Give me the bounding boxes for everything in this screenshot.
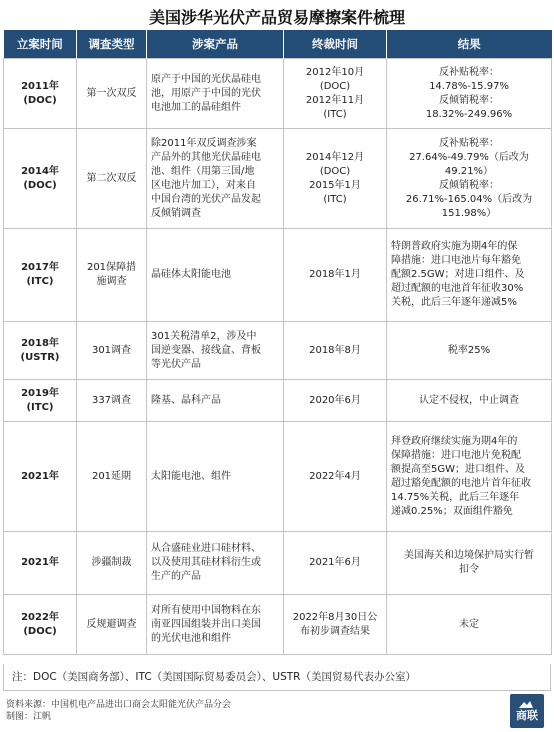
cell-line: 关税，此后三年逐年递减5%	[391, 297, 517, 308]
cell-line: 201延期	[91, 470, 132, 482]
cell-line: 2022年4月	[309, 470, 361, 482]
cell-line: 2018年8月	[309, 344, 361, 356]
cell-line: 原产于中国的光伏晶硅电	[151, 73, 261, 85]
cell-investigation-type	[77, 129, 147, 229]
table-row	[4, 229, 552, 322]
cell-line: 2021年	[21, 557, 59, 568]
cell-line: 第一次双反	[86, 87, 137, 99]
cell-result	[387, 595, 552, 655]
cell-line: 递减0.25%；双面组件豁免	[391, 505, 513, 517]
cell-products	[147, 129, 284, 229]
cell-line: 301关税清单2，涉及中	[151, 330, 257, 342]
cell-line: 从合盛硅业进口硅材料、	[151, 543, 261, 554]
maker-line: 制图：江帆	[6, 712, 52, 722]
cell-line: 涉疆制裁	[91, 557, 132, 568]
cell-line: 超过豁免配额的电池片首年征收	[391, 477, 531, 489]
cell-result	[387, 129, 552, 229]
cell-filing-time	[4, 322, 77, 380]
cell-line: 美国海关和边境保护局实行暂	[404, 550, 534, 561]
cell-line: 2021年6月	[309, 557, 361, 568]
cell-line: (DOC)	[23, 94, 57, 106]
cell-line: 国逆变器、接线盒、背板	[151, 344, 261, 356]
cell-filing-time	[4, 229, 77, 322]
cell-line: 生产的产品	[151, 571, 201, 582]
cell-products	[147, 595, 284, 655]
page-title: 美国涉华光伏产品贸易摩擦案件梳理	[148, 8, 405, 27]
cell-products	[147, 380, 284, 422]
cell-line: 2012年11月	[305, 94, 365, 106]
cell-line: 对所有使用中国物料在东	[151, 604, 261, 616]
logo-text: 商联	[516, 709, 538, 722]
cell-line: 2020年6月	[309, 394, 361, 406]
cell-line: 反倾销税率：	[439, 94, 499, 106]
cell-investigation-type	[77, 422, 147, 532]
source-line: 资料来源：中国机电产品进出口商会太阳能光伏产品分会	[6, 700, 232, 710]
table-row	[4, 129, 552, 229]
cell-products	[147, 229, 284, 322]
cell-filing-time	[4, 129, 77, 229]
table-row	[4, 595, 552, 655]
cell-line: 超过配额的电池首年征收30%	[391, 283, 524, 294]
cell-line: 扣令	[459, 564, 479, 575]
cell-line: 301调查	[91, 344, 132, 356]
cell-result	[387, 380, 552, 422]
cell-line: 产品外的其他光伏晶硅电	[151, 151, 261, 163]
cell-line: 太阳能电池、组件	[151, 470, 231, 482]
cell-filing-time	[4, 595, 77, 655]
table-row	[4, 322, 552, 380]
cell-line: 2018年	[21, 337, 59, 349]
abbreviation-note: 注：DOC（美国商务部）、ITC（美国国际贸易委员会）、USTR（美国贸易代表办公室）	[3, 664, 551, 691]
cell-line: 27.64%-49.79%（后改为	[409, 151, 529, 163]
table-row	[4, 59, 552, 129]
cell-line: (ITC)	[26, 276, 54, 287]
cell-line: 2022年8月30日公	[292, 611, 378, 623]
header-investigation-type: 调查类型	[77, 30, 147, 59]
cell-line: 中国台湾的光伏产品发起	[151, 193, 261, 205]
cell-line: 2014年12月	[305, 151, 365, 163]
cell-line: 2014年	[21, 165, 59, 177]
cell-line: 201保障措	[86, 262, 137, 273]
cell-line: 拜登政府继续实施为期4年的	[391, 435, 518, 447]
cell-investigation-type	[77, 595, 147, 655]
cell-line: 14.78%-15.97%	[429, 80, 509, 92]
cell-final-ruling-time	[284, 422, 387, 532]
cell-line: 2015年1月	[309, 179, 361, 191]
cell-result	[387, 422, 552, 532]
cell-line: (ITC)	[323, 193, 347, 205]
cell-line: 337调查	[91, 394, 132, 406]
cell-products	[147, 322, 284, 380]
cell-line: (DOC)	[319, 80, 351, 92]
cell-line: 第二次双反	[86, 172, 137, 184]
cell-line: 除2011年双反调查涉案	[151, 137, 257, 149]
cell-line: 2017年	[21, 262, 59, 273]
cell-investigation-type	[77, 229, 147, 322]
cell-line: 税率25%	[447, 344, 491, 356]
cell-line: 区电池片加工），对来自	[151, 179, 256, 191]
cell-line: (DOC)	[319, 165, 351, 177]
cell-line: 保障措施：进口电池片免税配	[391, 449, 521, 461]
cell-result	[387, 229, 552, 322]
cell-line: (ITC)	[323, 108, 347, 120]
cell-line: 反规避调查	[86, 618, 137, 630]
cell-line: 的光伏电池和组件	[151, 632, 231, 644]
cell-final-ruling-time	[284, 59, 387, 129]
cell-line: 49.21%）	[444, 165, 494, 177]
cell-final-ruling-time	[284, 532, 387, 595]
cell-line: 2022年	[21, 611, 59, 623]
cell-line: 池，用原产于中国的光伏	[151, 87, 261, 99]
cell-line: 2012年10月	[305, 66, 365, 78]
cell-line: 14.75%关税，此后三年逐年	[391, 491, 520, 503]
cell-line: 2018年1月	[309, 269, 361, 280]
cell-investigation-type	[77, 59, 147, 129]
cell-line: 2011年	[21, 80, 59, 92]
cell-line: 池、组件（用第三国/地	[151, 165, 255, 177]
header-final-ruling-time: 终裁时间	[284, 30, 387, 59]
cell-products	[147, 532, 284, 595]
cell-line: 额提高至5GW；进口组件、及	[391, 463, 525, 475]
cell-line: 电池加工的晶硅组件	[151, 101, 241, 113]
cell-final-ruling-time	[284, 380, 387, 422]
publisher-logo	[510, 694, 544, 728]
cell-result	[387, 59, 552, 129]
cell-final-ruling-time	[284, 322, 387, 380]
cell-result	[387, 532, 552, 595]
cell-final-ruling-time	[284, 129, 387, 229]
cell-line: 施调查	[96, 276, 127, 287]
cell-investigation-type	[77, 322, 147, 380]
cell-filing-time	[4, 59, 77, 129]
cell-line: 151.98%）	[441, 207, 497, 219]
cell-line: 配额2.5GW；对进口组件、及	[391, 269, 525, 280]
trade-case-table	[3, 30, 552, 655]
cell-final-ruling-time	[284, 595, 387, 655]
cell-line: 以及使用其硅材料衍生或	[151, 557, 261, 568]
cell-line: 26.71%-165.04%（后改为	[405, 193, 533, 205]
header-filing-time: 立案时间	[4, 30, 77, 59]
cell-line: 特朗普政府实施为期4年的保	[391, 241, 518, 252]
cell-line: 障措施：进口电池片每年豁免	[391, 255, 521, 266]
cell-line: 未定	[459, 618, 479, 630]
cell-products	[147, 422, 284, 532]
cell-final-ruling-time	[284, 229, 387, 322]
cell-filing-time	[4, 380, 77, 422]
cell-line: 反倾销税率：	[439, 179, 499, 191]
cell-filing-time	[4, 532, 77, 595]
cell-line: 反补贴税率：	[439, 137, 499, 149]
cell-line: (ITC)	[26, 401, 54, 413]
cell-line: 南亚四国组装并出口美国	[151, 618, 261, 630]
table-header-row	[4, 30, 552, 59]
cell-line: 等光伏产品	[151, 358, 201, 370]
table-row	[4, 532, 552, 595]
cell-line: 布初步调查结果	[300, 625, 370, 637]
cell-line: 反倾销调查	[151, 207, 201, 219]
cell-products	[147, 59, 284, 129]
header-products: 涉案产品	[147, 30, 284, 59]
cell-line: 认定不侵权，中止调查	[419, 394, 519, 406]
cell-line: 反补贴税率：	[439, 66, 499, 78]
cell-line: (DOC)	[23, 625, 57, 637]
cell-line: 2019年	[21, 387, 59, 399]
cell-line: 晶硅体太阳能电池	[151, 269, 231, 280]
table-row	[4, 380, 552, 422]
cell-investigation-type	[77, 380, 147, 422]
cell-result	[387, 322, 552, 380]
cell-line: (USTR)	[20, 351, 60, 363]
cell-line: 18.32%-249.96%	[425, 108, 513, 120]
header-result: 结果	[387, 30, 552, 59]
cell-line: 隆基、晶科产品	[151, 394, 221, 406]
source-block	[6, 699, 231, 723]
cell-line: 2021年	[21, 470, 59, 482]
table-row	[4, 422, 552, 532]
cell-investigation-type	[77, 532, 147, 595]
cell-line: (DOC)	[23, 179, 57, 191]
cell-filing-time	[4, 422, 77, 532]
